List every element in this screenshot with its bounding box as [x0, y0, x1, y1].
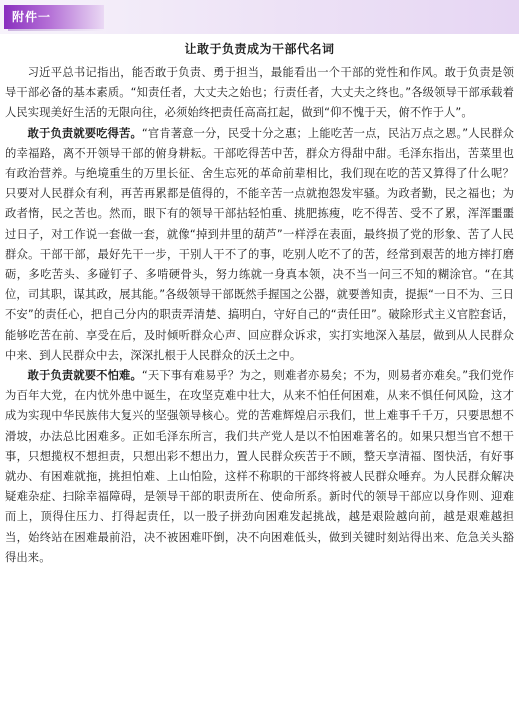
paragraph-difficulty-lead: 敢于负责就要不怕难。	[27, 369, 142, 383]
paragraph-difficulty	[5, 366, 514, 568]
article-title: 让敢于负责成为干部代名词	[184, 42, 335, 56]
paragraph-intro-text: 习近平总书记指出，能否敢于负责、勇于担当，最能看出一个干部的党性和作风。敢于负责是领导干部必备的基本素质。“知责任者，大丈夫之始也；行责任者，大丈夫之终也。”各级领导干部承载着人民实现美好生活的无限向往，必须始终把责任高高扛起，做到“仰不愧于天，俯不怍于人”。	[5, 66, 514, 120]
paragraph-difficulty-text: “天下事有难易乎？为之，则难者亦易矣；不为，则易者亦难矣。”我们党作为百年大党，在内忧外患中诞生，在攻坚克难中壮大，从来不怕任何困难，从来不惧任何风险，这才成为实现中华民族伟大复兴的坚强领导核心。党的苦难辉煌启示我们，世上难事千千万，只要思想不滑坡，办法总比困难多。正如毛泽东所言，我们共产党人是以不怕困难著名的。如果只想当官不想干事，只想揽权不想担责，只想出彩不想出力，置人民群众疾苦于不顾，整天享清福、图快活，有好事就办、有困难就拖，挑担怕难、上山怕险，这样不称职的干部终将被人民群众唾弃。为人民群众解决疑难杂症、扫除幸福障碍，是领导干部的职责所在、使命所系。新时代的领导干部应以身作则、迎难而上，顶得住压力、打得起责任，以一股子拼劲向困难发起挑战，越是艰险越向前，越是艰难越担当，始终站在困难最前沿，决不被困难吓倒，决不向困难低头，做到关键时刻站得出来、危急关头豁得出来。	[5, 369, 514, 564]
attachment-tag: 附件一	[4, 5, 104, 29]
article	[5, 36, 514, 568]
paragraph-hardship	[5, 124, 514, 366]
paragraph-intro	[5, 63, 514, 124]
paragraph-hardship-lead: 敢于负责就要吃得苦。	[27, 126, 142, 140]
paragraph-hardship-text: “官肯著意一分，民受十分之惠；上能吃苦一点，民沾万点之恩。”人民群众的幸福路，离不开领导干部的俯身耕耘。干部吃得苦中苦，群众方得甜中甜。毛泽东指出，苦菜里也有政治营养。与绝境重生的万里长征、舍生忘死的革命前辈相比，我们现在吃的苦又算得了什么呢？只要对人民群众有利，再苦再累都是值得的，不能辛苦一点就抱怨发牢骚。为政者勤，民之福也；为政者惰，民之苦也。然而，眼下有的领导干部拈轻怕重、挑肥拣瘦，吃不得苦、受不了累，浑浑噩噩过日子，对工作说一套做一套，就像“掉到井里的葫芦”一样浮在表面，最终损了党的形象、苦了人民群众。干部干部，最好先干一步，干别人干不了的事，吃别人吃不了的苦，经常到艰苦的地方摔打磨砺，多吃苦头、多碰钉子、多啃硬骨头，努力练就一身真本领，决不当一问三不知的糊涂官。“在其位，司其职，谋其政，展其能。”各级领导干部既然手握国之公器，就要善知责，提振“一日不为、三日不安”的责任心，把自己分内的职责弄清楚、搞明白，守好自己的“责任田”。破除形式主义官腔套话，能够吃苦在前、享受在后，及时倾听群众心声、回应群众诉求，实打实地深入基层，做到从人民群众中来、到人民群众中去，深深扎根于人民群众的沃土之中。	[5, 126, 514, 362]
